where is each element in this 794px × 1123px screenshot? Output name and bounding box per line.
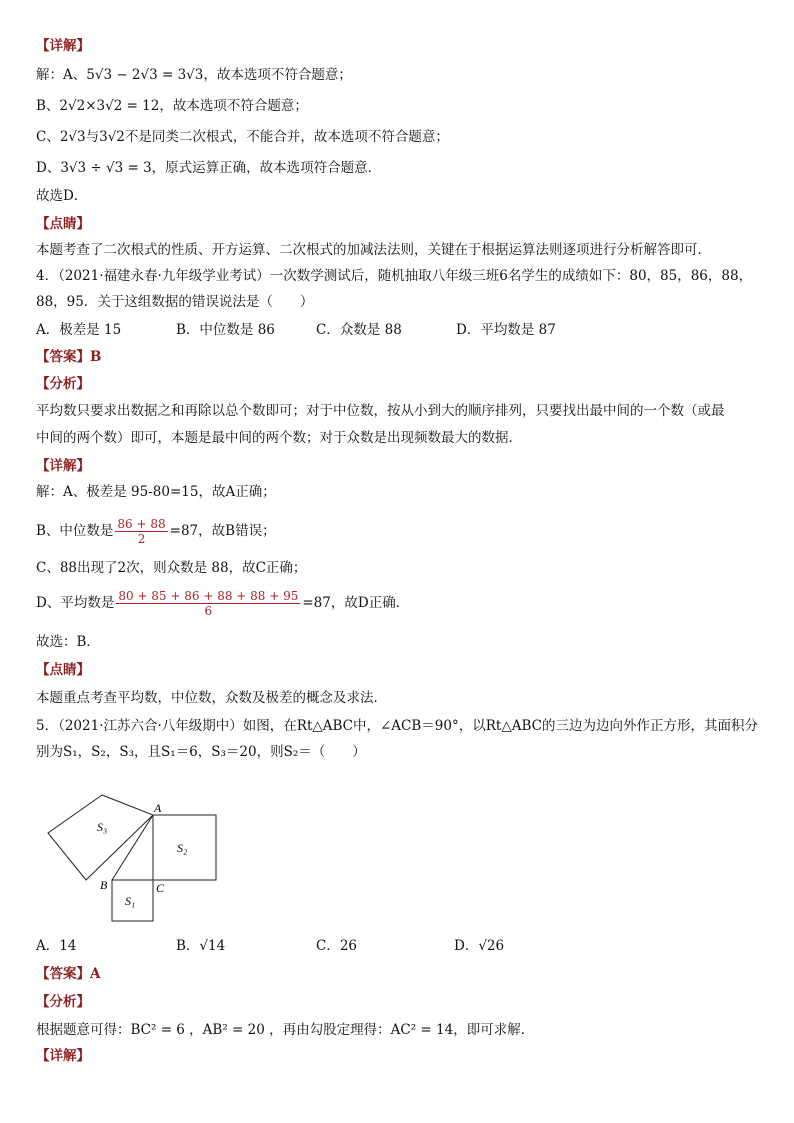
q4-option-d: D．平均数是 87 xyxy=(456,322,556,338)
q5-option-d: D．√26 xyxy=(454,938,505,954)
q4-analysis-line-2: 中间的两个数）即可，本题是最中间的两个数；对于众数是出现频数最大的数据． xyxy=(36,430,522,446)
q3-option-c-solution: C、2√3与3√2不是同类二次根式，不能合并，故本选项不符合题意； xyxy=(36,129,449,145)
q4-option-c-solution: C、88出现了2次，则众数是 88，故C正确； xyxy=(36,560,307,576)
q4-d-numerator: 80 + 85 + 86 + 88 + 88 + 95 xyxy=(118,589,299,603)
q3-detail-header: 【详解】 xyxy=(36,38,90,54)
q4-comment: 本题重点考查平均数，中位数，众数及极差的概念及求法． xyxy=(36,690,387,706)
q5-pythagoras-figure xyxy=(40,775,230,925)
q4-option-d-solution xyxy=(36,586,764,620)
q4-option-c: C．众数是 88 xyxy=(316,322,402,338)
q4-option-b-solution xyxy=(36,514,764,548)
q3-option-b-solution: B、2√2×3√2 = 12，故本选项不符合题意； xyxy=(36,98,308,114)
q4-d-fraction xyxy=(116,589,300,618)
q4-option-a: A．极差是 15 xyxy=(36,322,122,338)
q3-conclusion: 故选D． xyxy=(36,188,88,204)
q4-d-prefix: D、平均数是 xyxy=(36,595,115,611)
q3-option-d-solution: D、3√3 ÷ √3 = 3，原式运算正确，故本选项符合题意． xyxy=(36,160,382,176)
q4-b-fraction xyxy=(115,517,167,546)
q5-stem-line-2: 别为S₁，S₂，S₃，且S₁＝6，S₃＝20，则S₂＝（ ） xyxy=(36,744,366,760)
q4-stem-line-2: 88，95．关于这组数据的错误说法是（ ） xyxy=(36,294,314,310)
q5-option-c: C．26 xyxy=(316,938,358,954)
q4-b-numerator: 86 + 88 xyxy=(117,517,166,531)
label-s1: S₁ xyxy=(125,894,136,908)
label-b: B xyxy=(100,878,108,892)
q4-b-prefix: B、中位数是 xyxy=(36,523,114,539)
q4-option-a-solution: 解：A、极差是 95-80=15，故A正确； xyxy=(36,484,276,500)
q5-option-a: A．14 xyxy=(36,938,77,954)
q4-analysis-header: 【分析】 xyxy=(36,376,90,392)
q4-d-suffix: =87，故D正确． xyxy=(302,595,410,611)
q5-stem-line-1: 5．（2021·江苏六合·八年级期中）如图，在Rt△ABC中，∠ACB＝90°，以Rt△ABC的三边为边向外作正方形，其面积分 xyxy=(36,718,758,734)
q3-comment-header: 【点睛】 xyxy=(36,216,90,232)
label-s2: S₂ xyxy=(177,841,188,855)
q5-answer: 【答案】A xyxy=(36,966,101,982)
q4-stem-line-1: 4．（2021·福建永春·九年级学业考试）一次数学测试后，随机抽取八年级三班6名学生的成绩如下：80，85，86，88， xyxy=(36,268,753,284)
q4-b-denominator: 2 xyxy=(137,532,146,546)
q4-conclusion: 故选：B． xyxy=(36,634,100,650)
q4-d-denominator: 6 xyxy=(204,604,213,618)
q4-comment-header: 【点睛】 xyxy=(36,662,90,678)
q4-option-b: B．中位数是 86 xyxy=(176,322,275,338)
label-s3: S₃ xyxy=(97,820,108,834)
q4-analysis-line-1: 平均数只要求出数据之和再除以总个数即可；对于中位数，按从小到大的顺序排列，只要找出最中间的一个数（或最 xyxy=(36,403,725,419)
q4-b-suffix: =87，故B错误； xyxy=(169,523,276,539)
q5-analysis-header: 【分析】 xyxy=(36,994,90,1010)
q5-option-b: B．√14 xyxy=(176,938,226,954)
q4-answer: 【答案】B xyxy=(36,349,102,365)
square-s3-outline xyxy=(48,795,153,880)
label-a: A xyxy=(154,801,162,815)
q4-detail-header: 【详解】 xyxy=(36,458,90,474)
q5-detail-header: 【详解】 xyxy=(36,1048,90,1064)
q3-comment: 本题考查了二次根式的性质、开方运算、二次根式的加减法法则，关键在于根据运算法则逐项进行分析解答即可． xyxy=(36,242,711,258)
label-c: C xyxy=(156,881,165,895)
hypotenuse-ab xyxy=(112,815,153,880)
q3-option-a-solution: 解：A、5√3 − 2√3 = 3√3，故本选项不符合题意； xyxy=(36,67,352,83)
q5-analysis: 根据题意可得：BC² = 6 ，AB² = 20 ，再由勾股定理得：AC² = 14，即可求解． xyxy=(36,1022,535,1038)
